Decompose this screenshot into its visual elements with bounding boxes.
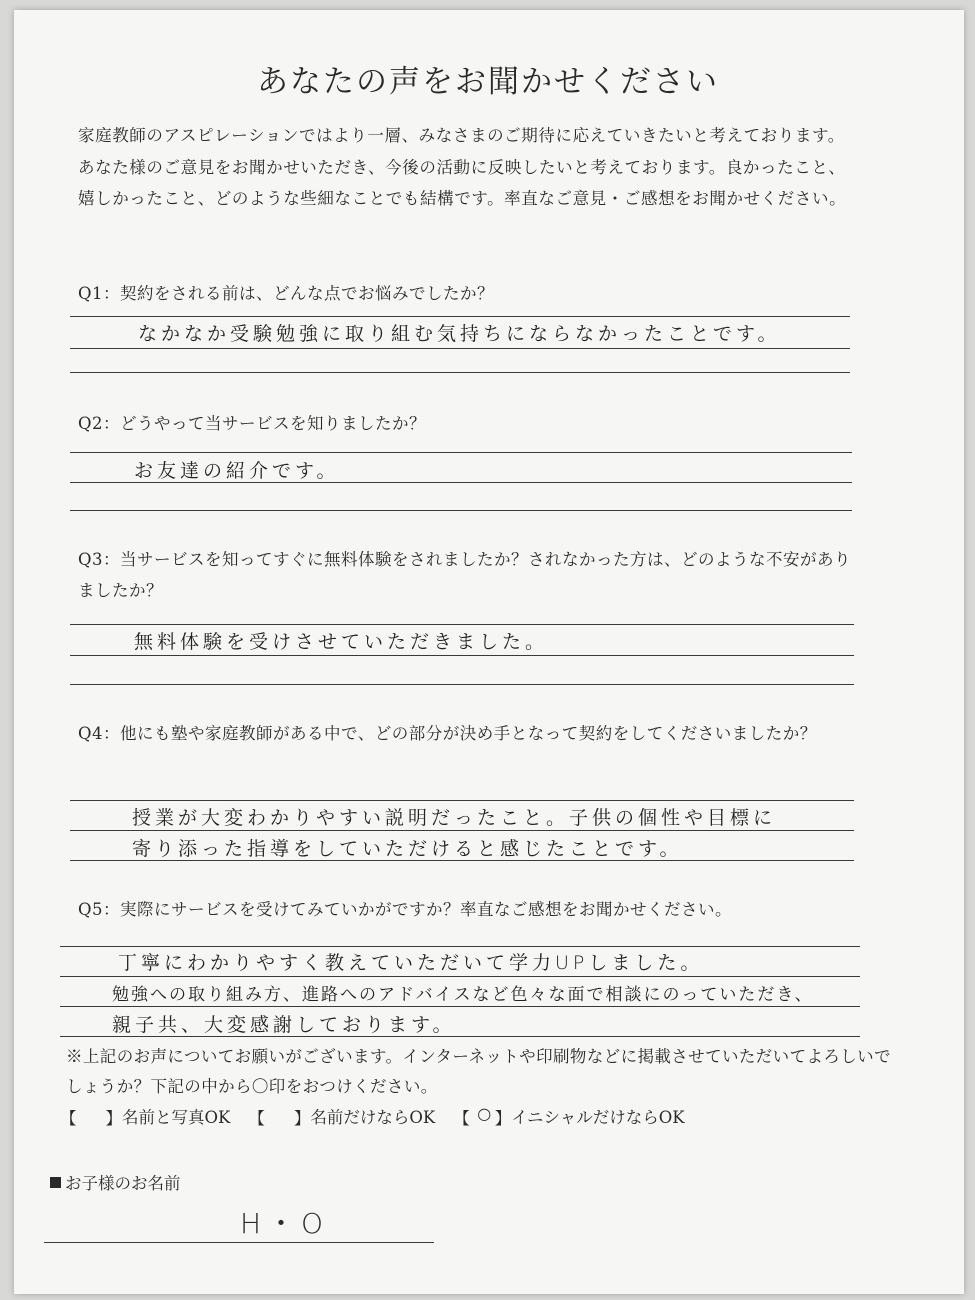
- option-name-and-photo[interactable]: [60, 1104, 230, 1128]
- answer-1-line-1: なかなか受験勉強に取り組む気持ちにならなかったことです。: [138, 323, 781, 345]
- answer-line: [70, 452, 852, 453]
- answer-line: [70, 860, 854, 861]
- answer-3-line-1: 無料体験を受けさせていただきました。: [134, 631, 549, 653]
- child-name-label-text: お子様のお名前: [65, 1174, 181, 1193]
- answer-line: [70, 316, 850, 317]
- option-mark: ○: [477, 1104, 492, 1123]
- answer-5-line-2: 勉強への取り組み方、進路へのアドバイスなど色々な面で相談にのっていただき、: [112, 985, 814, 1005]
- question-2: Q2：どうやって当サービスを知りましたか？: [78, 414, 427, 433]
- intro-text: 家庭教師のアスピレーションではより一層、みなさまのご期待に応えていきたいと考えております。あなた様のご意見をお聞かせいただき、今後の活動に反映したいと考えております。良かったこと、嬉しかったこと、どのような些細なことでも結構です。率直なご意見・ご感想をお聞かせください。: [78, 126, 847, 208]
- consent-note: ※上記のお声についてお願いがございます。インターネットや印刷物などに掲載させていただいてよろしいでしょうか？下記の中から〇印をおつけください。: [66, 1047, 891, 1096]
- answer-line: [70, 830, 854, 831]
- answer-line: [60, 976, 860, 977]
- answer-line: [60, 1036, 860, 1037]
- answer-4-line-2: 寄り添った指導をしていただけると感じたことです。: [132, 838, 683, 860]
- answer-line: [70, 655, 854, 656]
- square-bullet-icon: [50, 1177, 61, 1188]
- option-label: 名前と写真OK: [122, 1108, 231, 1127]
- child-name-label: [50, 1170, 181, 1194]
- option-label: イニシャルだけならOK: [511, 1108, 685, 1127]
- answer-line: [70, 684, 854, 685]
- child-name-line: [44, 1242, 434, 1243]
- question-4: Q4：他にも塾や家庭教師がある中で、どの部分が決め手となって契約をしてくださいましたか？: [78, 724, 817, 743]
- answer-5-line-3: 親子共、大変感謝しております。: [112, 1014, 456, 1036]
- answer-line: [70, 800, 854, 801]
- option-label: 名前だけならOK: [310, 1108, 436, 1127]
- answer-line: [70, 510, 852, 511]
- survey-sheet: [14, 10, 964, 1294]
- question-5: Q5：実際にサービスを受けてみていかがですか？率直なご感想をお聞かせください。: [78, 900, 733, 919]
- answer-line: [70, 372, 850, 373]
- answer-4-line-1: 授業が大変わかりやすい説明だったこと。子供の個性や目標に: [132, 807, 777, 829]
- question-1: Q1：契約をされる前は、どんな点でお悩みでしたか？: [78, 284, 495, 303]
- answer-line: [70, 348, 850, 349]
- answer-line: [60, 946, 860, 947]
- option-initials-only[interactable]: [453, 1104, 684, 1128]
- answer-line: [70, 624, 854, 625]
- answer-5-line-1: 丁寧にわかりやすく教えていただいて学力UPしました。: [118, 952, 704, 974]
- page-title: あなたの声をお聞かせください: [257, 64, 719, 100]
- question-3: Q3：当サービスを知ってすぐに無料体験をされましたか？されなかった方は、どのような不安がありましたか？: [78, 550, 852, 600]
- answer-2-line-1: お友達の紹介です。: [134, 460, 340, 482]
- child-name-value: H・O: [240, 1207, 330, 1240]
- option-name-only[interactable]: [248, 1104, 435, 1128]
- answer-line: [60, 1006, 860, 1007]
- consent-options: [60, 1104, 940, 1128]
- answer-line: [70, 482, 852, 483]
